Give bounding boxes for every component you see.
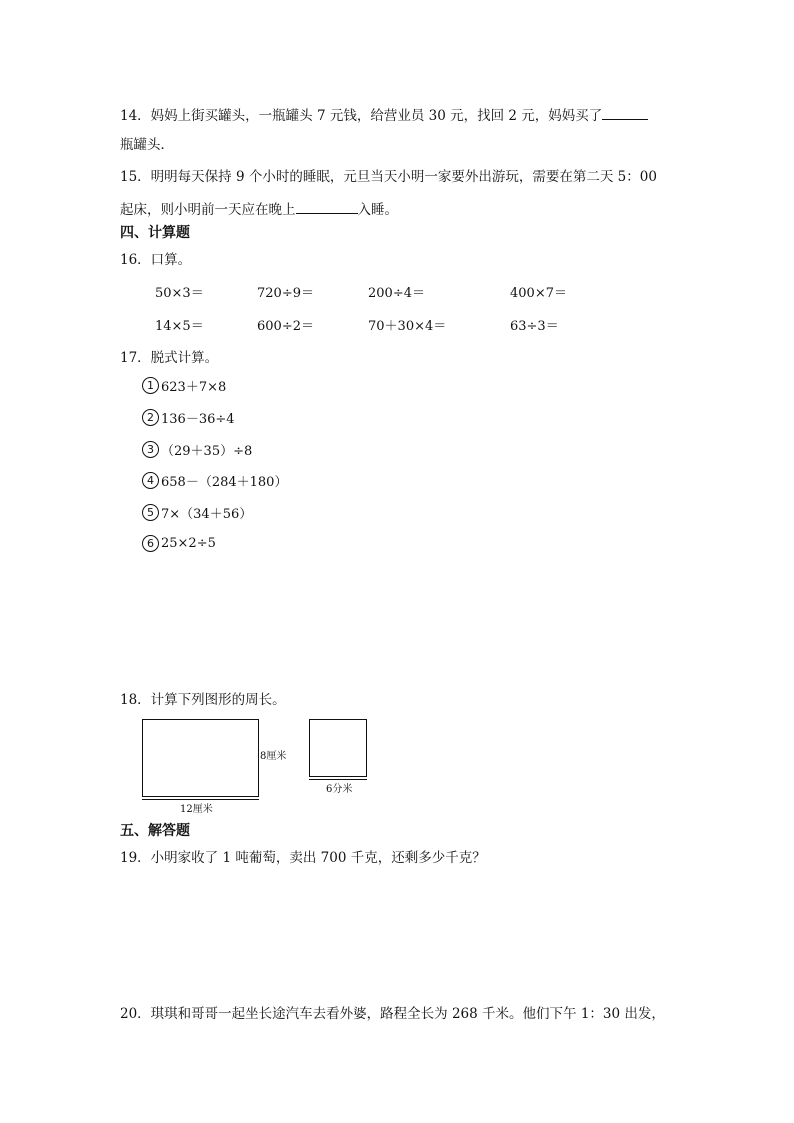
rectangle-width-label: 12厘米: [180, 804, 213, 815]
step-calc-item: [142, 471, 287, 490]
question-18-title: 18．计算下列图形的周长。: [120, 692, 286, 708]
oral-calc-item: 63÷3＝: [510, 319, 559, 334]
circled-number: 4: [142, 472, 159, 489]
question-19: 19．小明家收了 1 吨葡萄，卖出 700 千克，还剩多少千克？: [120, 850, 486, 866]
answer-blank[interactable]: [296, 201, 358, 214]
oral-calc-item: 400×7＝: [510, 286, 567, 301]
circled-number: 6: [142, 535, 159, 552]
question-17-title: 17．脱式计算。: [120, 350, 219, 366]
step-calc-item: [142, 408, 235, 427]
question-15-post: 入睡。: [357, 202, 398, 218]
step-calc-item: [142, 440, 252, 459]
circled-number: 2: [142, 409, 159, 426]
oral-calc-item: 720÷9＝: [257, 286, 314, 301]
step-calc-item: [142, 376, 226, 395]
circled-number: 1: [142, 377, 159, 394]
rectangle-height-label: 8厘米: [260, 751, 287, 762]
question-14-continued: 瓶罐头．: [120, 137, 174, 153]
rectangle-figure: [142, 719, 259, 797]
expression: （29＋35）÷8: [161, 444, 253, 459]
question-20: 20．琪琪和哥哥一起坐长途汽车去看外婆，路程全长为 268 千米。他们下午 1：30 出发，: [120, 1006, 665, 1022]
oral-calc-item: 600÷2＝: [257, 319, 314, 334]
oral-calc-item: 14×5＝: [155, 319, 204, 334]
oral-calc-item: 200÷4＝: [368, 286, 425, 301]
square-figure: [309, 719, 367, 777]
square-side-label: 6分米: [326, 784, 353, 795]
circled-number: 3: [142, 441, 159, 458]
expression: 658－（284＋180）: [161, 475, 288, 490]
oral-calc-item: 70＋30×4＝: [368, 319, 447, 334]
question-15-continued: [120, 198, 398, 218]
expression: 7×（34＋56）: [161, 507, 253, 522]
answer-blank[interactable]: [602, 107, 648, 120]
question-15: 15．明明每天保持 9 个小时的睡眠，元旦当天小明一家要外出游玩，需要在第二天 5：00: [120, 169, 657, 185]
step-calc-item: [142, 535, 216, 552]
expression: 623＋7×8: [161, 380, 227, 395]
question-14-text: 14．妈妈上街买罐头，一瓶罐头 7 元钱，给营业员 30 元，找回 2 元，妈妈买了: [120, 108, 603, 124]
question-16-title: 16．口算。: [120, 252, 192, 268]
section-heading-calculation: 四、计算题: [120, 225, 190, 241]
question-15-pre: 起床，则小明前一天应在晚上: [120, 202, 296, 218]
question-14: [120, 104, 648, 124]
expression: 25×2÷5: [161, 536, 216, 551]
step-calc-item: [142, 503, 252, 522]
expression: 136－36÷4: [161, 412, 235, 427]
oral-calc-item: 50×3＝: [155, 286, 204, 301]
section-heading-word-problems: 五、解答题: [120, 823, 190, 839]
circled-number: 5: [142, 504, 159, 521]
